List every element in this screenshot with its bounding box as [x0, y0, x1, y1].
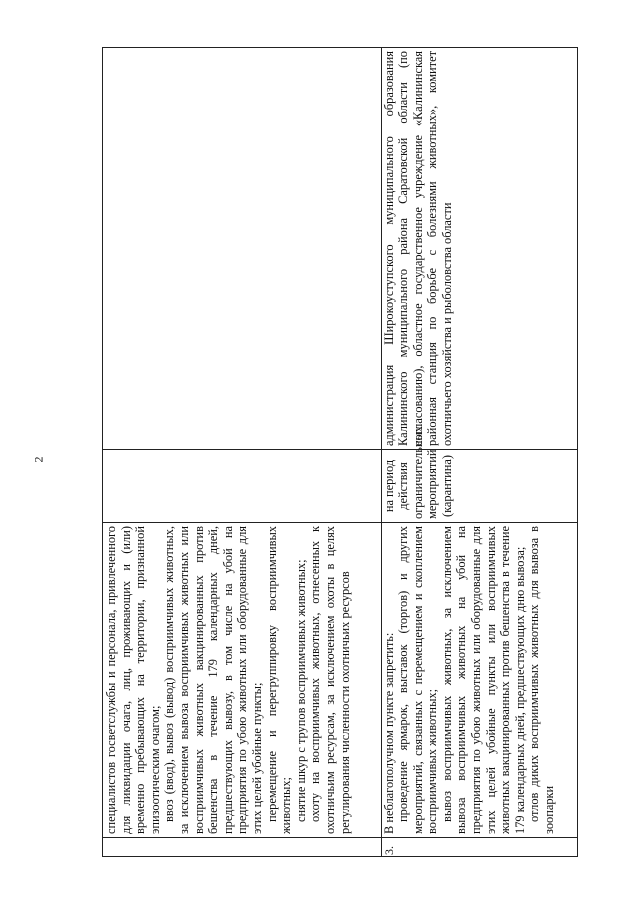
action-text: охоту на восприимчивых животных, отнесенных к охотничьим ресурсам, за исключением охоты в целях регулирования численности охотничьих ресурсов: [308, 526, 352, 834]
actions-cell: [381, 523, 577, 838]
measures-table: [102, 47, 578, 857]
action-text: вывоз восприимчивых животных, за исключением вывоза восприимчивых животных на убой на предприятия по убою животных или оборудованные для этих целей убойные пункты или восприимчивых животных вакцинированных против бешенства в течение 179 календарных дней, предшествующих дню вывоза;: [439, 526, 527, 834]
page-number: 2: [31, 456, 46, 463]
term-cell: [103, 450, 382, 523]
action-text: проведение ярмарок, выставок (торгов) и других мероприятий, связанных с перемещением и скоплением восприимчивых животных;: [396, 526, 440, 834]
responsible-cell: администрация Широкоуступского муниципального образования Калининского муниципального района Саратовской области (по согласованию), областное государственное учреждение «Калининская районная станция по борьбе с болезнями животных», комитет охотничьего хозяйства и рыболовства области: [381, 48, 577, 450]
action-text: снятие шкур с трупов восприимчивых животных;: [293, 559, 308, 822]
rotated-table-container: [102, 47, 578, 857]
responsible-cell: [103, 48, 382, 450]
table-row: [103, 48, 382, 857]
row-number: 3.: [381, 838, 577, 857]
term-cell: на период действия ограничительных мероприятий (карантина): [381, 450, 577, 523]
table-row: [381, 48, 577, 857]
action-text: ввоз (ввод), вывоз (вывод) восприимчивых животных, за исключением вывоза восприимчивых животных или восприимчивых животных вакцинированных против бешенства в течение 179 календарных дней, предшествующих вывозу, в том числе на убой на предприятия по убою животных или оборудованные для этих целей убойные пункты;: [162, 526, 264, 834]
action-text: В неблагополучном пункте запретить:: [381, 632, 396, 834]
actions-cell: [103, 523, 382, 838]
row-number: [103, 838, 382, 857]
action-text: перемещение и перегруппировку восприимчивых животных;: [264, 526, 294, 834]
action-text: отлов диких восприимчивых животных для вывоза в зоопарки: [527, 526, 557, 834]
action-text: специалистов госветслужбы и персонала, привлеченного для ликвидации очага, лиц, проживающих и (или) временно пребывающих на территории, признанной эпизоотическим очагом;: [104, 526, 162, 834]
